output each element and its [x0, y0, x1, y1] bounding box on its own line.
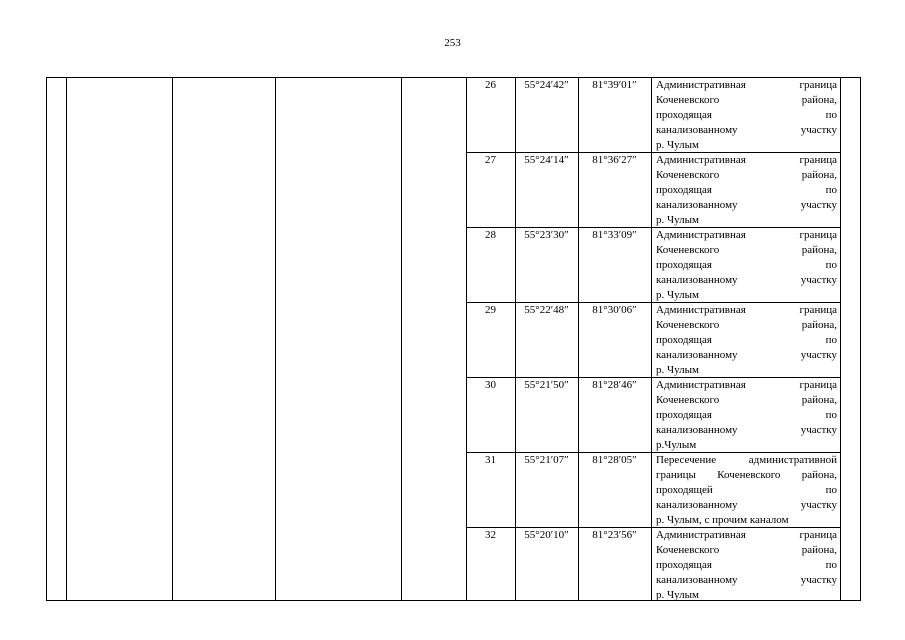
longitude: 81°36′27″: [592, 154, 637, 166]
point-description: [656, 302, 837, 378]
point-number: 32: [485, 529, 496, 541]
table-row: [466, 377, 840, 452]
longitude: 81°30′06″: [592, 304, 637, 316]
description-line: Административная граница: [656, 529, 837, 541]
longitude: 81°28′05″: [592, 454, 637, 466]
point-description: [656, 377, 837, 453]
description-line: Коченевского района,: [656, 244, 837, 256]
point-description: [656, 452, 837, 528]
description-line: канализованному участку: [656, 199, 837, 211]
column-divider: [401, 77, 402, 601]
description-line: проходящей по: [656, 484, 837, 496]
longitude: 81°23′56″: [592, 529, 637, 541]
point-description: [656, 227, 837, 303]
longitude: 81°39′01″: [592, 79, 637, 91]
description-line: Административная граница: [656, 79, 837, 91]
longitude: 81°28′46″: [592, 379, 637, 391]
table-row: [466, 452, 840, 527]
latitude: 55°21′50″: [524, 379, 569, 391]
coordinates-table: [46, 77, 861, 601]
point-number: 30: [485, 379, 496, 391]
description-line: проходящая по: [656, 259, 837, 271]
longitude: 81°33′09″: [592, 229, 637, 241]
point-description: [656, 527, 837, 603]
description-line: проходящая по: [656, 109, 837, 121]
latitude: 55°24′42″: [524, 79, 569, 91]
latitude: 55°20′10″: [524, 529, 569, 541]
point-number: 27: [485, 154, 496, 166]
table-row: [466, 77, 840, 152]
point-number: 31: [485, 454, 496, 466]
description-line: Пересечение административной: [656, 454, 837, 466]
point-number: 26: [485, 79, 496, 91]
column-divider: [275, 77, 276, 601]
description-line: р. Чулым: [656, 289, 700, 301]
description-line: р. Чулым: [656, 364, 700, 376]
description-line: Коченевского района,: [656, 319, 837, 331]
table-border-left: [46, 77, 47, 601]
description-line: Административная граница: [656, 379, 837, 391]
description-line: канализованному участку: [656, 349, 837, 361]
point-number: 29: [485, 304, 496, 316]
column-divider: [840, 77, 841, 601]
description-line: границы Коченевского района,: [656, 469, 837, 481]
description-line: р. Чулым: [656, 589, 700, 601]
point-description: [656, 77, 837, 153]
description-line: Коченевского района,: [656, 169, 837, 181]
latitude: 55°23′30″: [524, 229, 569, 241]
page-number: 253: [444, 37, 461, 49]
table-row: [466, 152, 840, 227]
description-line: р. Чулым, с прочим каналом: [656, 514, 789, 526]
description-line: Административная граница: [656, 154, 837, 166]
description-line: р. Чулым: [656, 214, 700, 226]
point-number: 28: [485, 229, 496, 241]
column-divider: [66, 77, 67, 601]
description-line: проходящая по: [656, 184, 837, 196]
description-line: канализованному участку: [656, 424, 837, 436]
description-line: Административная граница: [656, 304, 837, 316]
description-line: проходящая по: [656, 409, 837, 421]
table-row: [466, 527, 840, 602]
description-line: проходящая по: [656, 559, 837, 571]
description-line: проходящая по: [656, 334, 837, 346]
column-divider: [172, 77, 173, 601]
table-border-right: [860, 77, 861, 601]
latitude: 55°21′07″: [524, 454, 569, 466]
description-line: Коченевского района,: [656, 94, 837, 106]
description-line: канализованному участку: [656, 499, 837, 511]
description-line: канализованному участку: [656, 574, 837, 586]
point-description: [656, 152, 837, 228]
latitude: 55°22′48″: [524, 304, 569, 316]
description-line: канализованному участку: [656, 274, 837, 286]
description-line: Коченевского района,: [656, 544, 837, 556]
description-line: р.Чулым: [656, 439, 697, 451]
description-line: р. Чулым: [656, 139, 700, 151]
description-line: Коченевского района,: [656, 394, 837, 406]
table-row: [466, 302, 840, 377]
description-line: Административная граница: [656, 229, 837, 241]
latitude: 55°24′14″: [524, 154, 569, 166]
table-row: [466, 227, 840, 302]
description-line: канализованному участку: [656, 124, 837, 136]
